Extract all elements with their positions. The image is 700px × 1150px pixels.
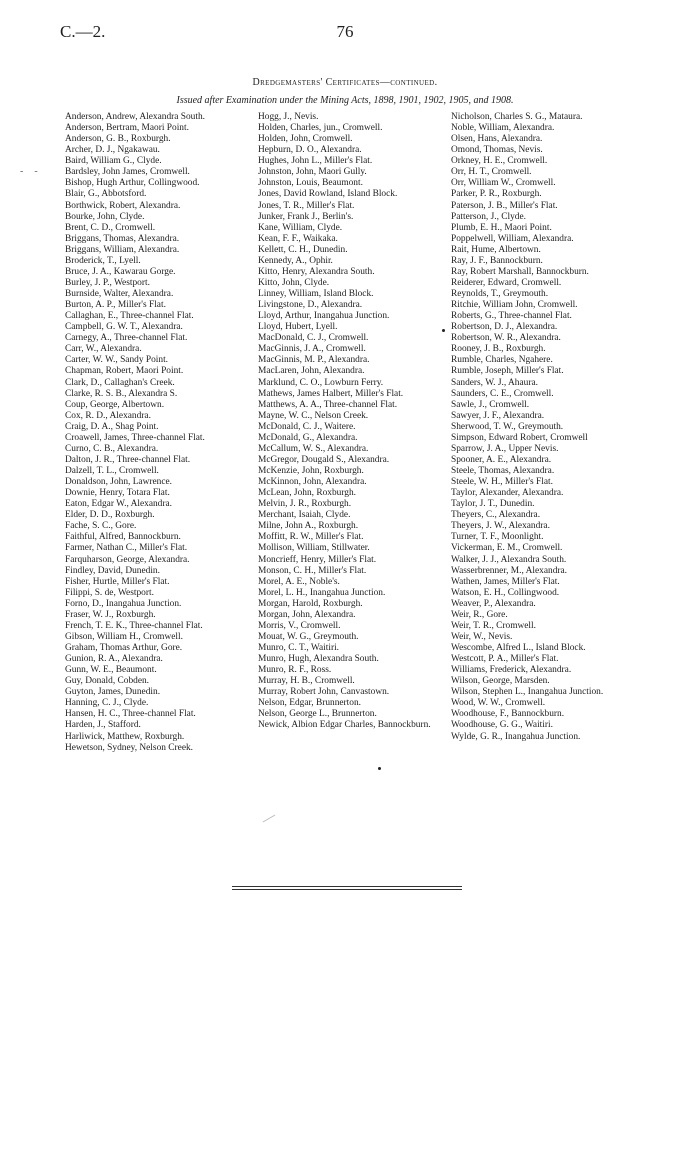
certificate-entry: Rumble, Charles, Ngahere. [451,355,553,366]
certificate-entry: Murray, H. B., Cromwell. [258,676,355,687]
certificate-entry: Monson, C. H., Miller's Flat. [258,565,367,576]
certificate-entry: Anderson, G. B., Roxburgh. [65,134,171,145]
certificate-entry: Woodhouse, G. G., Waitiri. [451,720,553,731]
certificate-entry: Olsen, Hans, Alexandra. [451,134,543,145]
certificate-entry: Orr, H. T., Cromwell. [451,167,532,178]
certificate-entry: Weaver, P., Alexandra. [451,598,536,609]
certificate-entry: Anderson, Bertram, Maori Point. [65,123,189,134]
section-subtitle: Issued after Examination under the Mining Acts, 1898, 1901, 1902, 1905, and 1908. [176,95,514,106]
certificate-entry: Sherwood, T. W., Greymouth. [451,421,564,432]
certificate-entry: Burnside, Walter, Alexandra. [65,289,174,299]
certificate-entry: Broderick, T., Lyell. [65,255,141,266]
certificate-entry: Nelson, Edgar, Brunnerton. [258,698,361,709]
certificate-entry: Taylor, Alexander, Alexandra. [451,488,564,499]
certificate-entry: Kitto, John, Clyde. [258,277,330,288]
certificate-entry: Filippi, S. de, Westport. [65,587,154,598]
certificate-entry: Coup, George, Albertown. [65,399,165,410]
certificate-entry: Holden, Charles, jun., Cromwell. [258,123,383,134]
certificate-entry: Walker, J. J., Alexandra South. [451,554,567,565]
certificate-entry: Clark, D., Callaghan's Creek. [65,377,175,388]
certificate-entry: Briggans, William, Alexandra. [65,244,180,255]
certificate-entry: Hanning, C. J., Clyde. [65,698,149,709]
certificate-entry: Wescombe, Alfred L., Island Block. [451,643,586,653]
certificate-entry: Nelson, George L., Brunnerton. [258,709,377,720]
certificate-entry: Hewetson, Sydney, Nelson Creek. [65,742,194,753]
certificate-entry: Mollison, William, Stillwater. [258,543,370,554]
certificate-entry: Jones, David Rowland, Island Block. [258,189,398,200]
certificate-entry: Gunn, W. E., Beaumont. [65,665,157,676]
certificate-entry: Briggans, Thomas, Alexandra. [65,233,180,244]
certificate-entry: Harden, J., Stafford. [65,720,141,731]
certificate-entry: Taylor, J. T., Dunedin. [451,499,535,510]
certificate-entry: Fisher, Hurtle, Miller's Flat. [65,576,170,587]
certificate-entry: Munro, Hugh, Alexandra South. [258,654,379,665]
certificate-entry: McCallum, W. S., Alexandra. [258,443,369,454]
certificate-entry: McDonald, C. J., Waitere. [258,421,356,432]
certificate-entry: Guyton, James, Dunedin. [65,687,161,698]
certificate-entry: Weir, W., Nevis. [451,631,513,642]
certificate-entry: Clarke, R. S. B., Alexandra S. [65,388,178,399]
certificate-entry: Wathen, James, Miller's Flat. [451,576,560,587]
page-header [60,22,630,46]
certificate-entry: Carr, W., Alexandra. [65,344,142,355]
certificate-entry: Lloyd, Hubert, Lyell. [258,322,338,333]
certificate-entry: Donaldson, John, Lawrence. [65,477,173,488]
certificate-entry: Junker, Frank J., Berlin's. [258,211,354,222]
certificate-entry: Newick, Albion Edgar Charles, Bannockburn. [258,720,431,731]
certificate-entry: Williams, Frederick, Alexandra. [451,665,572,676]
certificate-entry: Paterson, J. B., Miller's Flat. [451,200,558,211]
certificate-entry: Bourke, John, Clyde. [65,211,145,222]
certificate-entry: Morgan, John, Alexandra. [258,609,356,620]
certificate-entry: Johnston, Louis, Beaumont. [258,178,363,189]
certificate-entry: Hughes, John L., Miller's Flat. [258,156,373,167]
certificate-entry: Mouat, W. G., Greymouth. [258,631,359,642]
column-3 [451,112,636,743]
certificate-entry: Eaton, Edgar W., Alexandra. [65,499,172,510]
certificate-entry: Fraser, W. J., Roxburgh. [65,609,156,620]
certificate-entry: Campbell, G. W. T., Alexandra. [65,322,183,333]
certificate-entry: Forno, D., Inangahua Junction. [65,598,182,609]
certificate-entry: Burley, J. P., Westport. [65,277,150,288]
certificate-entry: Marklund, C. O., Lowburn Ferry. [258,377,384,388]
closing-rule-top [232,886,462,887]
certificate-entry: Wasserbrenner, M., Alexandra. [451,565,568,576]
certificate-entry: Munro, R. F., Ross. [258,665,332,676]
certificate-entry: Guy, Donald, Cobden. [65,676,150,687]
certificate-entry: Blair, G., Abbotsford. [65,189,147,200]
certificate-entry: Ritchie, William John, Cromwell. [451,300,578,311]
certificate-entry: Curno, C. B., Alexandra. [65,443,159,454]
certificate-entry: French, T. E. K., Three-channel Flat. [65,620,203,631]
certificate-entry: Robertson, W. R., Alexandra. [451,333,561,344]
certificate-entry: Johnston, John, Maori Gully. [258,167,367,178]
certificate-entry: Burton, A. P., Miller's Flat. [65,300,166,311]
certificate-entry: Gunion, R. A., Alexandra. [65,654,163,665]
certificate-entry: Faithful, Alfred, Bannockburn. [65,532,181,543]
certificate-entry: Findley, David, Dunedin. [65,565,160,576]
certificate-entry: Fache, S. C., Gore. [65,521,137,532]
certificate-entry: Chapman, Robert, Maori Point. [65,366,184,377]
certificate-entry: Carnegy, A., Three-channel Flat. [65,333,188,344]
certificate-entry: Munro, C. T., Waitiri. [258,643,340,653]
certificate-entry: Turner, T. F., Moonlight. [451,532,544,543]
certificate-entry: Callaghan, E., Three-channel Flat. [65,311,194,322]
certificate-entry: Carter, W. W., Sandy Point. [65,355,169,366]
certificate-entry: Ray, J. F., Bannockburn. [451,255,543,266]
certificate-entry: MacGinnis, J. A., Cromwell. [258,344,366,355]
certificate-entry: Brent, C. D., Cromwell. [65,222,156,233]
certificate-entry: Gibson, William H., Cromwell. [65,631,183,642]
certificate-entry: Moncrieff, Henry, Miller's Flat. [258,554,377,565]
certificate-entry: Baird, William G., Clyde. [65,156,162,167]
certificate-entry: McLean, John, Roxburgh. [258,488,356,499]
certificate-entry: Rooney, J. B., Roxburgh. [451,344,546,355]
certificate-entry: Kane, William, Clyde. [258,222,343,233]
certificate-entry: Wilson, George, Marsden. [451,676,550,687]
certificate-entry: Morel, L. H., Inangahua Junction. [258,587,386,598]
certificate-entry: Woodhouse, F., Bannockburn. [451,709,565,720]
certificate-entry: Parker, P. R., Roxburgh. [451,189,542,200]
certificate-entry: Harliwick, Matthew, Roxburgh. [65,731,185,742]
certificate-entry: Downie, Henry, Totara Flat. [65,488,170,499]
certificate-entry: Weir, R., Gore. [451,609,508,620]
certificate-entry: Poppelwell, William, Alexandra. [451,233,574,244]
certificate-entry: Rumble, Joseph, Miller's Flat. [451,366,564,377]
certificate-entry: Noble, William, Alexandra. [451,123,555,134]
certificate-entry: MacGinnis, M. P., Alexandra. [258,355,370,366]
certificate-entry: Wilson, Stephen L., Inangahua Junction. [451,687,604,698]
certificate-entry: Watson, E. H., Collingwood. [451,587,560,598]
section-title: Dredgemasters' Certificates—continued. [252,77,438,88]
certificate-entry: Roberts, G., Three-channel Flat. [451,311,572,322]
certificate-columns [65,112,635,752]
certificate-entry: Bruce, J. A., Kawarau Gorge. [65,266,176,277]
certificate-entry: MacLaren, John, Alexandra. [258,366,365,377]
certificate-entry: Merchant, Isaiah, Clyde. [258,510,351,521]
certificate-entry: Sawyer, J. F., Alexandra. [451,410,545,421]
certificate-entry: Hansen, H. C., Three-channel Flat. [65,709,196,720]
certificate-entry: Elder, D. D., Roxburgh. [65,510,155,521]
certificate-entry: Kennedy, A., Ophir. [258,255,333,266]
certificate-entry: Cox, R. D., Alexandra. [65,410,151,421]
certificate-entry: Steele, Thomas, Alexandra. [451,466,555,476]
closing-rule-bottom [232,889,462,890]
certificate-entry: Croawell, James, Three-channel Flat. [65,432,205,443]
certificate-entry: Bardsley, John James, Cromwell. [65,167,190,178]
certificate-entry: Craig, D. A., Shag Point. [65,421,159,432]
marginal-mark: - - [20,166,40,177]
certificate-entry: Wylde, G. R., Inangahua Junction. [451,731,581,742]
certificate-entry: Farmer, Nathan C., Miller's Flat. [65,543,188,554]
certificate-entry: Sanders, W. J., Ahaura. [451,377,538,388]
column-1 [65,112,250,754]
certificate-entry: MacDonald, C. J., Cromwell. [258,333,369,344]
certificate-entry: Mayne, W. C., Nelson Creek. [258,410,369,421]
certificate-entry: Patterson, J., Clyde. [451,211,526,222]
certificate-entry: Hogg, J., Nevis. [258,112,319,122]
certificate-entry: Dalton, J. R., Three-channel Flat. [65,454,191,465]
column-2 [258,112,443,732]
certificate-entry: Milne, John A., Roxburgh. [258,521,359,532]
certificate-entry: Rait, Hume, Albertown. [451,244,541,255]
certificate-entry: Orr, William W., Cromwell. [451,178,556,189]
certificate-entry: Anderson, Andrew, Alexandra South. [65,112,205,122]
pencil-mark [263,815,276,823]
certificate-entry: Reynolds, T., Greymouth. [451,289,549,299]
certificate-entry: Nicholson, Charles S. G., Mataura. [451,112,583,122]
certificate-entry: Holden, John, Cromwell. [258,134,353,145]
certificate-entry: Plumb, E. H., Maori Point. [451,222,552,233]
certificate-entry: Saunders, C. E., Cromwell. [451,388,554,399]
certificate-entry: Westcott, P. A., Miller's Flat. [451,654,559,665]
certificate-entry: Dalzell, T. L., Cromwell. [65,466,159,476]
page-number: 76 [336,22,354,41]
certificate-entry: Mathews, James Halbert, Miller's Flat. [258,388,404,399]
certificate-entry: Morgan, Harold, Roxburgh. [258,598,363,609]
certificate-entry: McKenzie, John, Roxburgh. [258,466,364,476]
certificate-entry: Vickerman, E. M., Cromwell. [451,543,563,554]
certificate-entry: Spooner, A. E., Alexandra. [451,454,552,465]
certificate-entry: Jones, T. R., Miller's Flat. [258,200,355,211]
certificate-entry: Lloyd, Arthur, Inangahua Junction. [258,311,390,322]
certificate-entry: Archer, D. J., Ngakawau. [65,145,160,156]
certificate-entry: Linney, William, Island Block. [258,289,374,299]
certificate-entry: Theyers, J. W., Alexandra. [451,521,550,532]
certificate-entry: McDonald, G., Alexandra. [258,432,358,443]
certificate-entry: Graham, Thomas Arthur, Gore. [65,643,183,653]
certificate-entry: Borthwick, Robert, Alexandra. [65,200,181,211]
certificate-entry: Murray, Robert John, Canvastown. [258,687,390,698]
certificate-entry: Steele, W. H., Miller's Flat. [451,477,553,488]
certificate-entry: Morris, V., Cromwell. [258,620,341,631]
stray-dot [378,767,381,770]
certificate-entry: Farquharson, George, Alexandra. [65,554,190,565]
page-code: C.—2. [60,22,106,41]
certificate-entry: Sparrow, J. A., Upper Nevis. [451,443,559,454]
certificate-entry: Melvin, J. R., Roxburgh. [258,499,352,510]
certificate-entry: McGregor, Dougald S., Alexandra. [258,454,390,465]
certificate-entry: Ray, Robert Marshall, Bannockburn. [451,266,589,277]
certificate-entry: Moffitt, R. W., Miller's Flat. [258,532,364,543]
certificate-entry: Kellett, C. H., Dunedin. [258,244,348,255]
bullet-dot [442,329,445,332]
certificate-entry: Kitto, Henry, Alexandra South. [258,266,375,277]
certificate-entry: Wood, W. W., Cromwell. [451,698,546,709]
certificate-entry: Omond, Thomas, Nevis. [451,145,543,156]
certificate-entry: Kean, F. F., Waikaka. [258,233,338,244]
certificate-entry: McKinnon, John, Alexandra. [258,477,367,488]
certificate-entry: Livingstone, D., Alexandra. [258,300,363,311]
certificate-entry: Morel, A. E., Noble's. [258,576,340,587]
certificate-entry: Weir, T. R., Cromwell. [451,620,536,631]
certificate-entry: Bishop, Hugh Arthur, Collingwood. [65,178,200,189]
certificate-entry: Reiderer, Edward, Cromwell. [451,277,562,288]
certificate-entry: Sawle, J., Cromwell. [451,399,530,410]
certificate-entry: Theyers, C., Alexandra. [451,510,541,521]
certificate-entry: Orkney, H. E., Cromwell. [451,156,548,167]
certificate-entry: Matthews, A. A., Three-channel Flat. [258,399,398,410]
certificate-entry: Hepburn, D. O., Alexandra. [258,145,362,156]
certificate-entry: Simpson, Edward Robert, Cromwell [451,432,588,443]
certificate-entry: Robertson, D. J., Alexandra. [451,322,558,333]
